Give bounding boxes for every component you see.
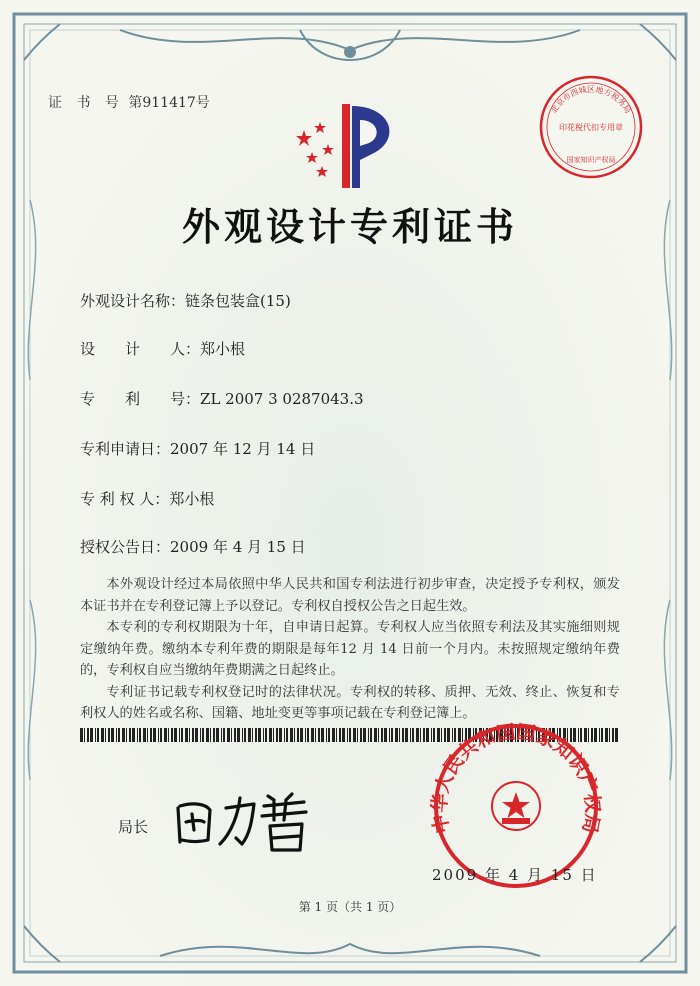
grant-date-label: 授权公告日：	[80, 538, 171, 556]
svg-text:北京市西城区地方税务局	[548, 84, 632, 115]
certificate-title: 外观设计专利证书	[181, 204, 518, 249]
page-number: 第 1 页（共 1 页）	[298, 900, 402, 914]
field-patentee	[80, 488, 214, 509]
patent-number-label: 专 利 号：	[80, 390, 201, 408]
tax-stamp-inner-text: 印花税代扣专用章	[559, 123, 623, 132]
filing-date-label: 专利申请日：	[80, 440, 171, 458]
patent-office-emblem	[292, 100, 408, 192]
tax-stamp	[536, 72, 646, 182]
field-design-name	[80, 290, 291, 311]
field-patent-number	[80, 388, 364, 409]
certificate-body	[80, 574, 620, 725]
tax-stamp-bottom-text: 国家知识产权局	[566, 156, 616, 164]
seal-arc-text: 中华人民共和国国家知识产权局	[428, 722, 604, 836]
certificate-number	[48, 92, 210, 112]
field-filing-date	[80, 438, 315, 459]
chief-label: 局长	[118, 818, 149, 836]
tax-stamp-arc-text: 北京市西城区地方税务局	[549, 85, 633, 115]
designer-value: 郑小根	[200, 340, 246, 358]
body-paragraph-2: 本专利的专利权期限为十年，自申请日起算。专利权人应当依照专利法及其实施细则规定缴纳年费。缴纳本专利年费的期限是每年12 月 14 日前一个月内。未按照规定缴纳年费的，专利权自应当缴纳年费期满之日起终止。	[80, 620, 620, 678]
grant-date-value: 2009 年 4 月 15 日	[170, 538, 306, 556]
field-designer	[80, 338, 245, 359]
certificate-number-value: 第911417号	[128, 95, 210, 111]
filing-date-value: 2007 年 12 月 14 日	[170, 440, 316, 458]
design-name-value: 链条包装盒(15)	[185, 292, 291, 310]
director-signature	[170, 780, 320, 860]
certificate-number-label: 证 书 号	[48, 95, 124, 111]
body-paragraph-3: 专利证书记载专利权登记时的法律状况。专利权的转移、质押、无效、终止、恢复和专利权人的姓名或名称、国籍、地址变更等事项记载在专利登记簿上。	[80, 684, 620, 721]
body-paragraph-1: 本外观设计经过本局依照中华人民共和国专利法进行初步审查，决定授予专利权，颁发本证书并在专利登记簿上予以登记。专利权自授权公告之日起生效。	[80, 577, 620, 614]
field-grant-date	[80, 536, 306, 557]
issue-date: 2009 年 4 月 15 日	[432, 866, 598, 884]
patentee-label: 专 利 权 人：	[80, 490, 170, 508]
designer-label: 设 计 人：	[80, 340, 201, 358]
patentee-value: 郑小根	[169, 490, 215, 508]
patent-number-value: ZL 2007 3 0287043.3	[200, 390, 364, 408]
design-name-label: 外观设计名称：	[80, 292, 186, 310]
